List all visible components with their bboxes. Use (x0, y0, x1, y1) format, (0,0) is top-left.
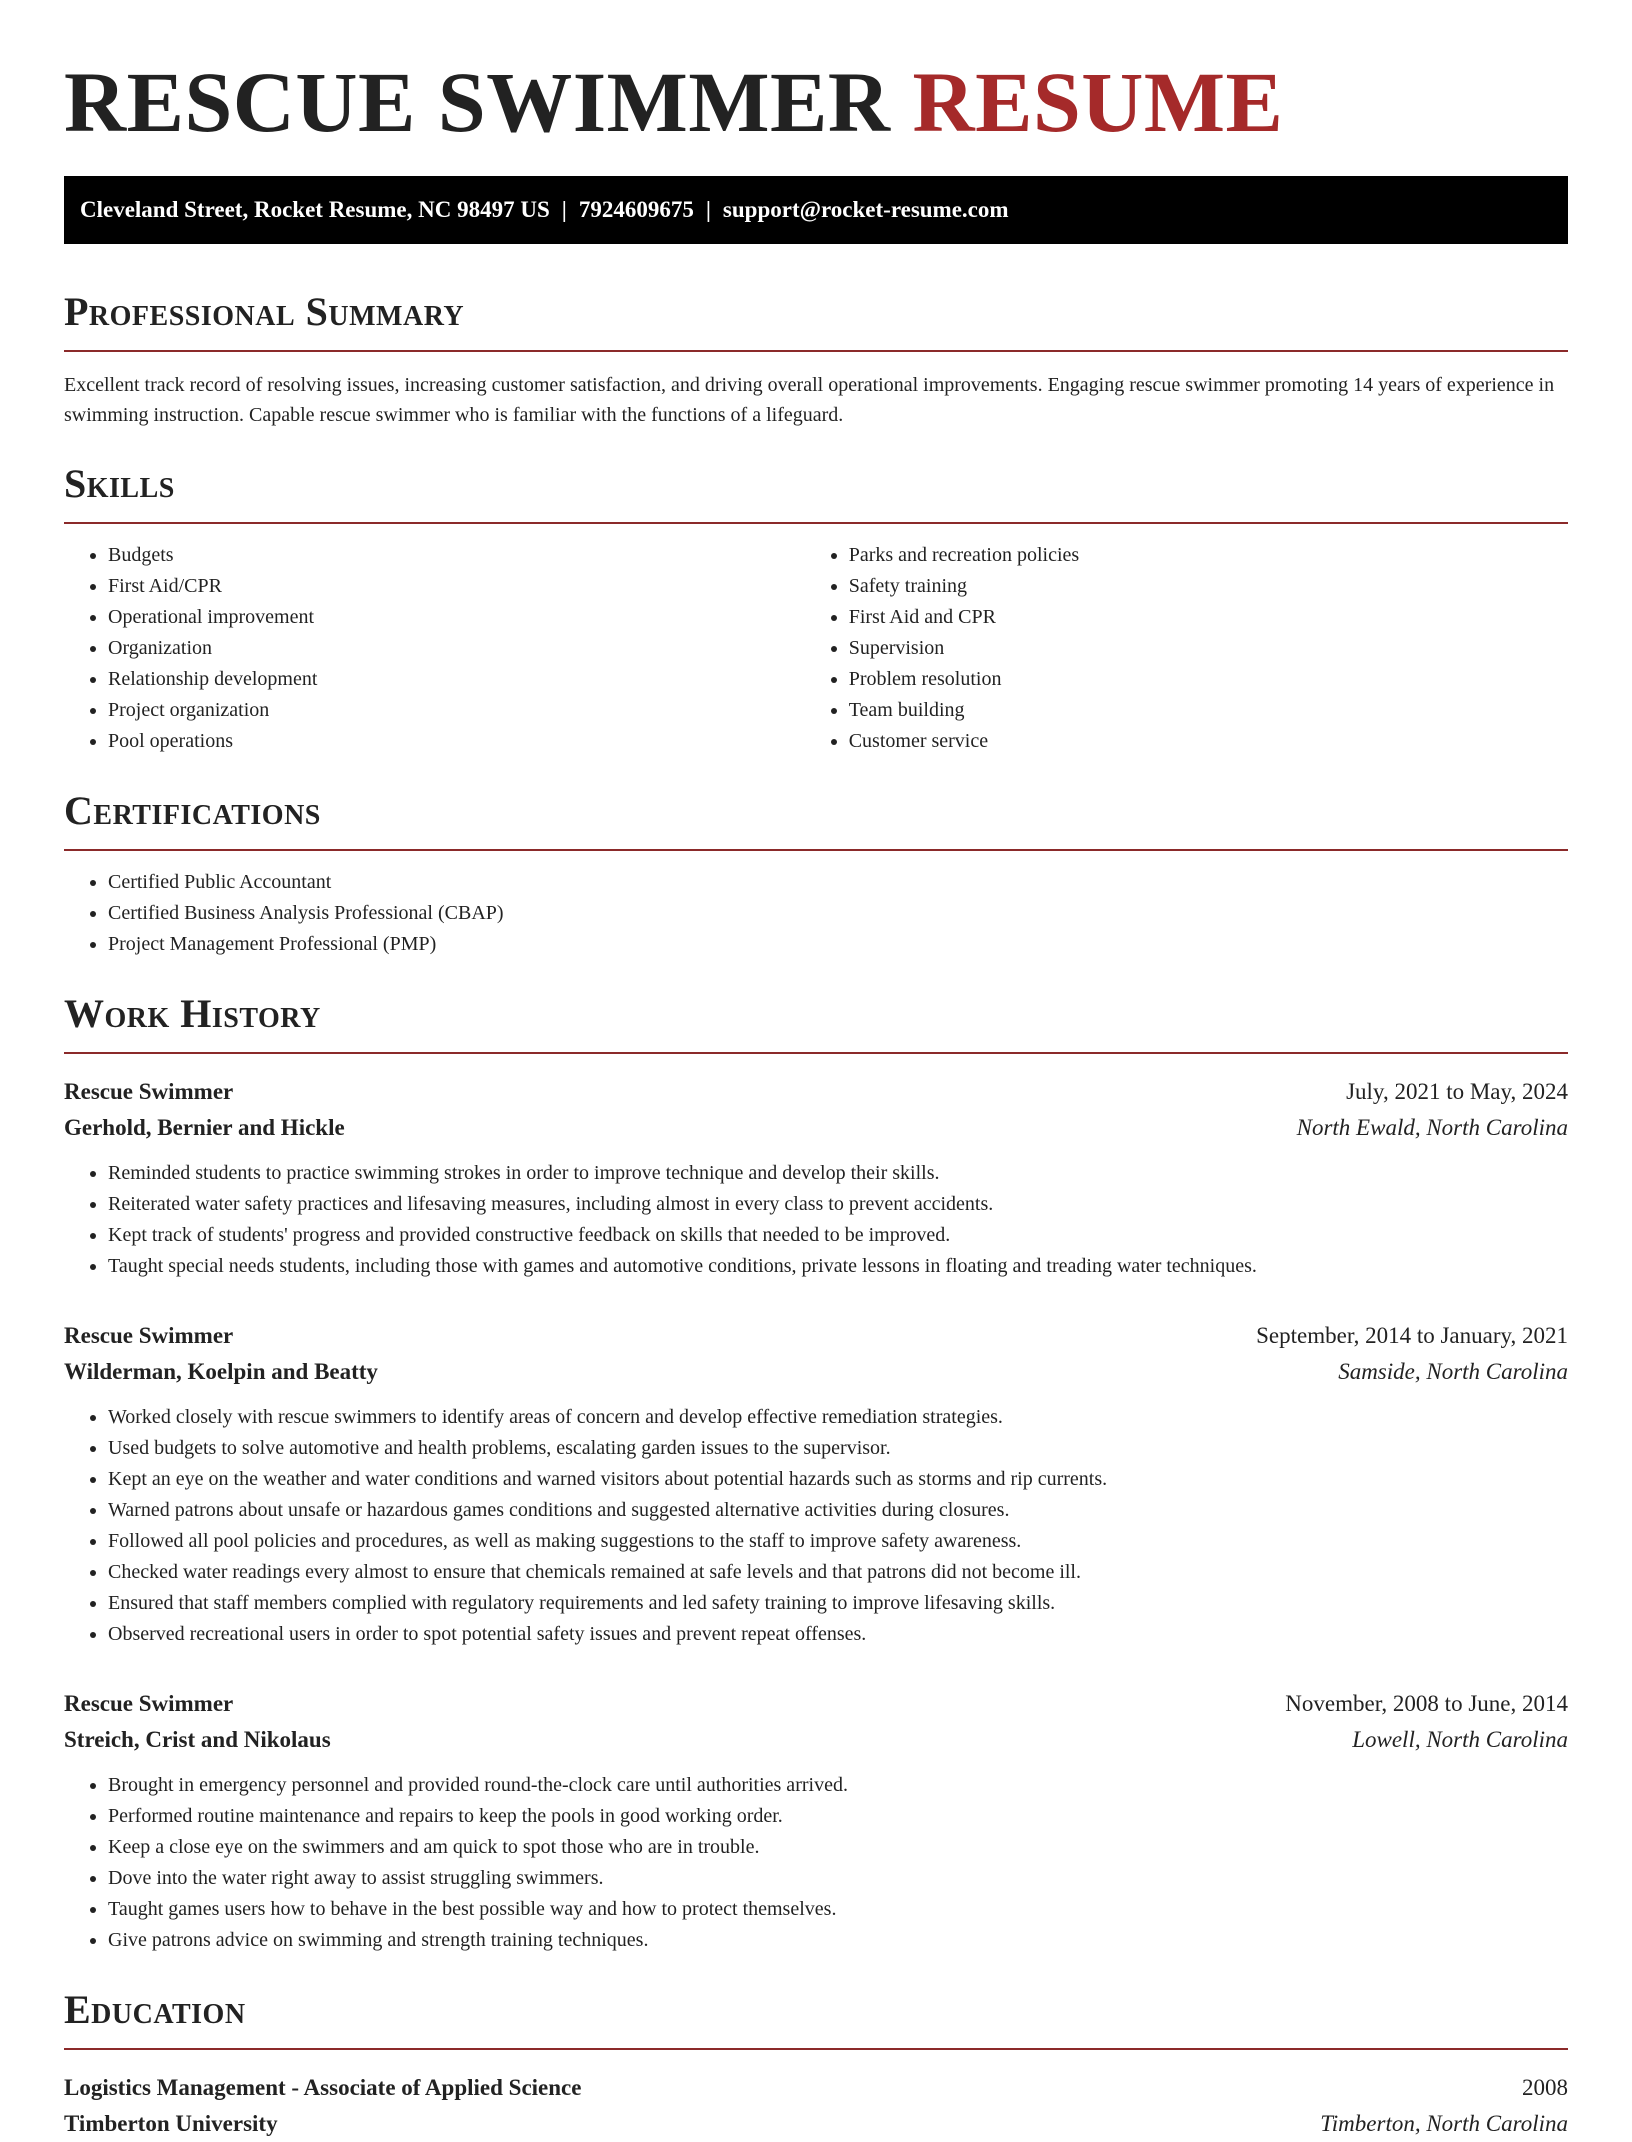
education-row (64, 2070, 1568, 2106)
job-bullet: • Ensured that staff members complied with regulatory requirements and led safety training to improve lifesaving skills. (108, 1588, 1568, 1619)
certification-item: • Project Management Professional (PMP) (108, 929, 1568, 960)
skill-item: • Pool operations (108, 726, 805, 757)
contact-phone: 7924609675 (578, 197, 694, 222)
job-location: North Ewald, North Carolina (1296, 1115, 1568, 1140)
skill-item: • Safety training (849, 571, 1568, 602)
job-company: Gerhold, Bernier and Hickle (64, 1115, 345, 1140)
job-dates: November, 2008 to June, 2014 (1285, 1691, 1568, 1716)
job-bullets (64, 1158, 1568, 1282)
job-bullet: • Observed recreational users in order to spot potential safety issues and prevent repeat offenses. (108, 1619, 1568, 1650)
section-heading: Work History (64, 991, 321, 1036)
resume-title (64, 0, 1568, 148)
job-bullet: • Worked closely with rescue swimmers to identify areas of concern and develop effective remediation strategies. (108, 1402, 1568, 1433)
job-bullet: • Performed routine maintenance and repairs to keep the pools in good working order. (108, 1801, 1568, 1832)
job-bullet: • Used budgets to solve automotive and health problems, escalating garden issues to the supervisor. (108, 1433, 1568, 1464)
job-row (64, 1686, 1568, 1722)
skill-item: • Parks and recreation policies (849, 540, 1568, 571)
job-bullet: • Taught games users how to behave in the best possible way and how to protect themselves. (108, 1894, 1568, 1925)
job-bullet: • Followed all pool policies and procedures, as well as making suggestions to the staff to improve safety awareness. (108, 1526, 1568, 1557)
job-entry (64, 1686, 1568, 1956)
job-dates: September, 2014 to January, 2021 (1256, 1323, 1568, 1348)
certification-item: • Certified Business Analysis Professional (CBAP) (108, 898, 1568, 929)
skills-list-right (805, 540, 1568, 757)
job-bullet: • Dove into the water right away to assist struggling swimmers. (108, 1863, 1568, 1894)
job-row (64, 1354, 1568, 1390)
job-location: Samside, North Carolina (1338, 1359, 1568, 1384)
job-row (64, 1110, 1568, 1146)
skill-item: • First Aid and CPR (849, 602, 1568, 633)
certifications-section (64, 787, 1568, 960)
job-entry (64, 1074, 1568, 1282)
job-title: Rescue Swimmer (64, 1323, 234, 1348)
contact-address: Cleveland Street, Rocket Resume, NC 98497 US (80, 197, 550, 222)
skill-item: • Organization (108, 633, 805, 664)
certifications-list (64, 867, 1568, 960)
job-title: Rescue Swimmer (64, 1079, 234, 1104)
section-divider (64, 522, 1568, 524)
education-degree: Logistics Management - Associate of Applied Science (64, 2075, 582, 2100)
job-bullet: • Warned patrons about unsafe or hazardous games conditions and suggested alternative activities during closures. (108, 1495, 1568, 1526)
job-row (64, 1074, 1568, 1110)
skills-columns (64, 540, 1568, 757)
contact-separator: | (561, 197, 567, 222)
skill-item: • Team building (849, 695, 1568, 726)
title-main: RESCUE SWIMMER (64, 54, 891, 150)
job-bullet: • Reminded students to practice swimming strokes in order to improve technique and develop their skills. (108, 1158, 1568, 1189)
section-divider (64, 350, 1568, 352)
job-bullet: • Checked water readings every almost to ensure that chemicals remained at safe levels and that patrons did not become ill. (108, 1557, 1568, 1588)
job-bullets (64, 1402, 1568, 1650)
job-row (64, 1318, 1568, 1354)
job-bullet: • Keep a close eye on the swimmers and am quick to spot those who are in trouble. (108, 1832, 1568, 1863)
skill-item: • Operational improvement (108, 602, 805, 633)
skill-item: • First Aid/CPR (108, 571, 805, 602)
education-section (64, 1986, 1568, 2142)
job-bullet: • Give patrons advice on swimming and strength training techniques. (108, 1925, 1568, 1956)
job-location: Lowell, North Carolina (1352, 1727, 1568, 1752)
work-history-section (64, 990, 1568, 1956)
section-heading: Professional Summary (64, 289, 465, 334)
job-dates: July, 2021 to May, 2024 (1346, 1079, 1568, 1104)
job-bullets (64, 1770, 1568, 1956)
skill-item: • Problem resolution (849, 664, 1568, 695)
job-bullet: • Kept an eye on the weather and water conditions and warned visitors about potential hazards such as storms and rip currents. (108, 1464, 1568, 1495)
summary-text: Excellent track record of resolving issues, increasing customer satisfaction, and driving overall operational improvements. Engaging rescue swimmer promoting 14 years of experience in swimming instruction. Capable rescue swimmer who is familiar with the functions of a lifeguard. (64, 374, 1555, 426)
education-year: 2008 (1522, 2075, 1568, 2100)
skills-list-left (64, 540, 805, 757)
education-entry (64, 2070, 1568, 2142)
certification-item: • Certified Public Accountant (108, 867, 1568, 898)
contact-email: support@rocket-resume.com (722, 197, 1009, 222)
section-heading: Skills (64, 461, 175, 506)
section-divider (64, 2048, 1568, 2050)
skill-item: • Project organization (108, 695, 805, 726)
job-bullet: • Kept track of students' progress and provided constructive feedback on skills that needed to be improved. (108, 1220, 1568, 1251)
job-company: Wilderman, Koelpin and Beatty (64, 1359, 378, 1384)
skill-item: • Supervision (849, 633, 1568, 664)
education-row (64, 2106, 1568, 2142)
job-title: Rescue Swimmer (64, 1691, 234, 1716)
resume-page (64, 0, 1568, 2142)
job-bullet: • Brought in emergency personnel and provided round-the-clock care until authorities arrived. (108, 1770, 1568, 1801)
title-accent: RESUME (912, 54, 1284, 150)
job-bullet: • Reiterated water safety practices and lifesaving measures, including almost in every class to prevent accidents. (108, 1189, 1568, 1220)
job-entry (64, 1318, 1568, 1650)
section-divider (64, 849, 1568, 851)
section-heading: Certifications (64, 788, 321, 833)
education-school: Timberton University (64, 2111, 278, 2136)
education-location: Timberton, North Carolina (1320, 2111, 1568, 2136)
job-company: Streich, Crist and Nikolaus (64, 1727, 331, 1752)
job-row (64, 1722, 1568, 1758)
summary-section (64, 288, 1568, 430)
section-divider (64, 1052, 1568, 1054)
section-heading: Education (64, 1987, 246, 2032)
contact-bar (64, 176, 1568, 244)
skill-item: • Budgets (108, 540, 805, 571)
contact-separator: | (705, 197, 711, 222)
skill-item: • Customer service (849, 726, 1568, 757)
skills-section (64, 460, 1568, 757)
job-bullet: • Taught special needs students, including those with games and automotive conditions, private lessons in floating and treading water techniques. (108, 1251, 1568, 1282)
skill-item: • Relationship development (108, 664, 805, 695)
